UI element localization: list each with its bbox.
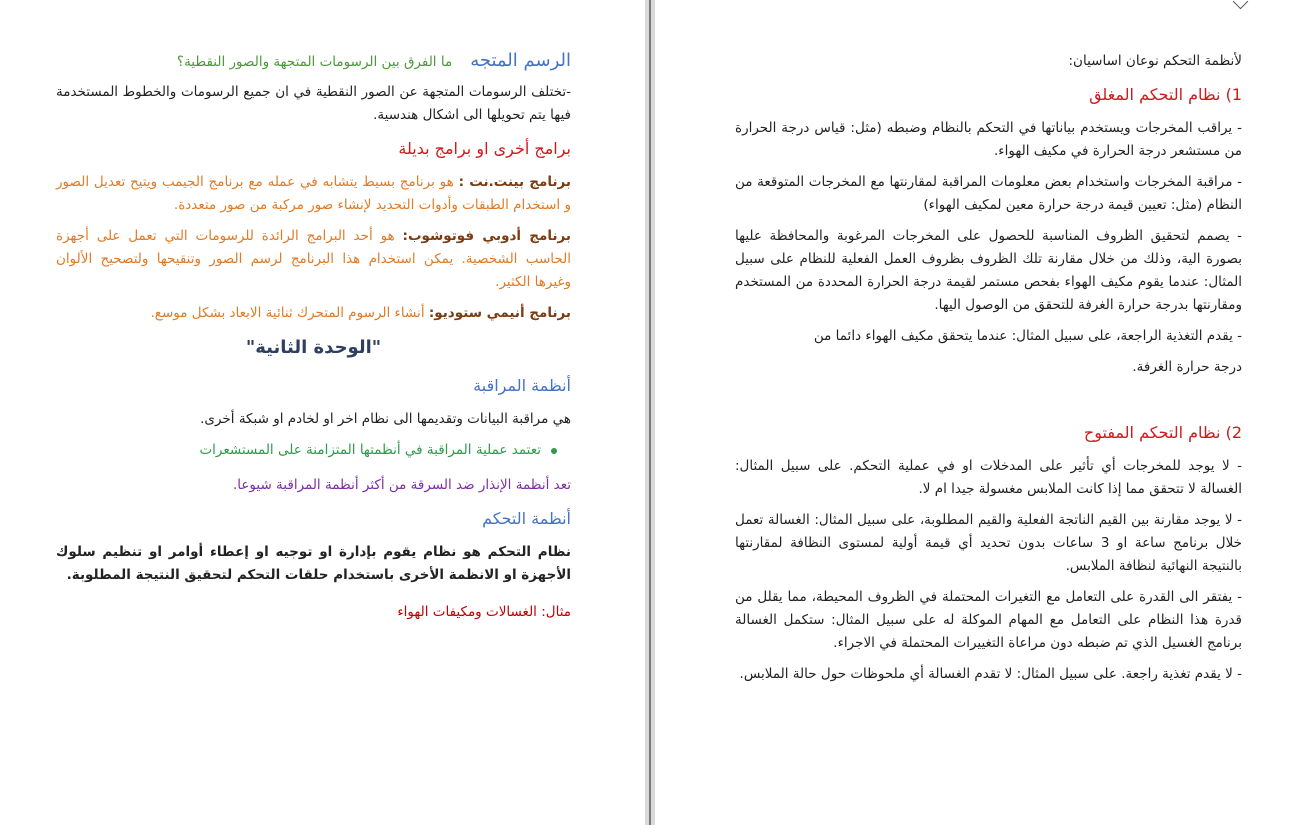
vector-question: ما الفرق بين الرسومات المتجهة والصور النقطية؟: [176, 54, 453, 70]
unit-title: "الوحدة الثانية": [245, 337, 382, 358]
title-row: [56, 50, 571, 71]
page-divider: [645, 0, 655, 825]
program-name: برنامج أنيمي ستوديو:: [428, 305, 571, 321]
control-heading: أنظمة التحكم: [482, 509, 571, 528]
closed-item: درجة حرارة الغرفة.: [1132, 359, 1242, 375]
control-example: مثال: الغسالات ومكيفات الهواء: [397, 604, 571, 620]
program-anime-studio: [56, 302, 571, 325]
alarm-text: تعد أنظمة الإنذار ضد السرقة من أكثر أنظمة المراقبة شيوعا.: [232, 477, 571, 493]
open-item: - لا يقدم تغذية راجعة. على سبيل المثال: لا تقدم الغسالة أي ملحوظات حول حالة الملابس.: [739, 666, 1242, 682]
left-page: [0, 0, 645, 825]
page-corner-mark-icon: [1233, 0, 1249, 9]
right-page: [655, 0, 1306, 825]
open-item: - لا يوجد مقارنة بين القيم الناتجة الفعلية والقيم المطلوبة، على سبيل المثال: الغسالة تعمل خلال برنامج ساعة او 3 ساعات بدون تحديد أي قيمة أولية لمستوى النظافة لمقارنتها بالنتيجة النهائية لنظافة الملابس.: [735, 512, 1243, 574]
monitoring-bullet-text: تعتمد عملية المراقبة في أنظمتها المتزامنة على المستشعرات: [199, 442, 541, 458]
program-photoshop: [56, 225, 571, 294]
control-types-intro: لأنظمة التحكم نوعان اساسيان:: [1068, 53, 1242, 69]
closed-item: - يقدم التغذية الراجعة، على سبيل المثال: عندما يتحقق مكيف الهواء دائما من: [813, 328, 1242, 344]
closed-item: - يصمم لتحقيق الظروف المناسبة للحصول على المخرجات المرغوبة والمحافظة عليها بصورة الية، وذلك من خلال مقارنة تلك الظروف بظروف العمل الفعلية للنظام على سبيل المثال: عندما يقوم مكيف الهواء بفحص مستمر لقيمة درجة الحرارة المحددة من المستخدم ومقارنتها بدرجة حرارة الغرفة للتحقق من الوصول اليها.: [735, 228, 1242, 313]
bullet-dot-icon: [551, 448, 557, 454]
control-text: نظام التحكم هو نظام يقوم بإدارة او توجيه او إعطاء أوامر او تنظيم سلوك الأجهزة او الانظمة الأخرى باستخدام حلقات التحكم لتحقيق النتيجة المطلوبة.: [56, 544, 571, 583]
vector-graphics-title: الرسم المتجه: [470, 50, 571, 71]
program-desc: هو أحد البرامج الرائدة للرسومات التي تعمل على أجهزة الحاسب الشخصية. يمكن استخدام هذا البرنامج لرسم الصور وتنقيحها ولتصحيح الألوان وغيرها الكثير.: [56, 228, 571, 290]
closed-item: - مراقبة المخرجات واستخدام بعض معلومات المراقبة لمقارنتها مع المخرجات المتوقعة من النظام (مثل: تعيين قيمة درجة حرارة معين لمكيف الهواء): [735, 174, 1242, 213]
monitoring-text: هي مراقبة البيانات وتقديمها الى نظام اخر او لخادم او شبكة أخرى.: [200, 411, 571, 427]
vector-intro: -تختلف الرسومات المتجهة عن الصور النقطية في ان جميع الرسومات والخطوط المستخدمة فيها يتم تحويلها الى اشكال هندسية.: [56, 84, 571, 123]
open-loop-heading: 2) نظام التحكم المفتوح: [1083, 423, 1242, 442]
program-desc: هو برنامج بسيط يتشابه في عمله مع برنامج الجيمب ويتيح تعديل الصور و استخدام الطبقات وأدوات التحديد لإنشاء صور مركبة من صور متعددة.: [56, 174, 571, 213]
open-item: - يفتقر الى القدرة على التعامل مع التغيرات المحتملة في الظروف المحيطة، مما يقلل من قدرة هذا النظام على التعامل مع المهام الموكلة له على سبيل المثال: ستكمل الغسالة برنامج الغسيل الذي تم ضبطه دون مراعاة التغييرات المحتملة في الاجراء.: [735, 589, 1242, 651]
monitoring-heading: أنظمة المراقبة: [473, 376, 571, 395]
open-item: - لا يوجد للمخرجات أي تأثير على المدخلات او في عملية التحكم. على سبيل المثال: الغسالة لا تتحقق مما إذا كانت الملابس مغسولة جيدا ام لا.: [735, 458, 1242, 497]
closed-loop-heading: 1) نظام التحكم المغلق: [1089, 85, 1242, 104]
program-desc: أنشاء الرسوم المتحرك ثنائية الابعاد بشكل موسع.: [150, 305, 425, 321]
program-paintnet: [56, 171, 571, 217]
program-name: برنامج بينت.نت :: [458, 174, 571, 190]
closed-item: - يراقب المخرجات ويستخدم بياناتها في التحكم بالنظام وضبطه (مثل: قياس درجة الحرارة من مستشعر درجة الحرارة في مكيف الهواء.: [735, 120, 1242, 159]
program-name: برنامج أدوبي فوتوشوب:: [402, 228, 571, 244]
monitoring-bullet: [56, 439, 557, 462]
alt-programs-heading: برامج أخرى او برامج بديلة: [398, 139, 571, 158]
